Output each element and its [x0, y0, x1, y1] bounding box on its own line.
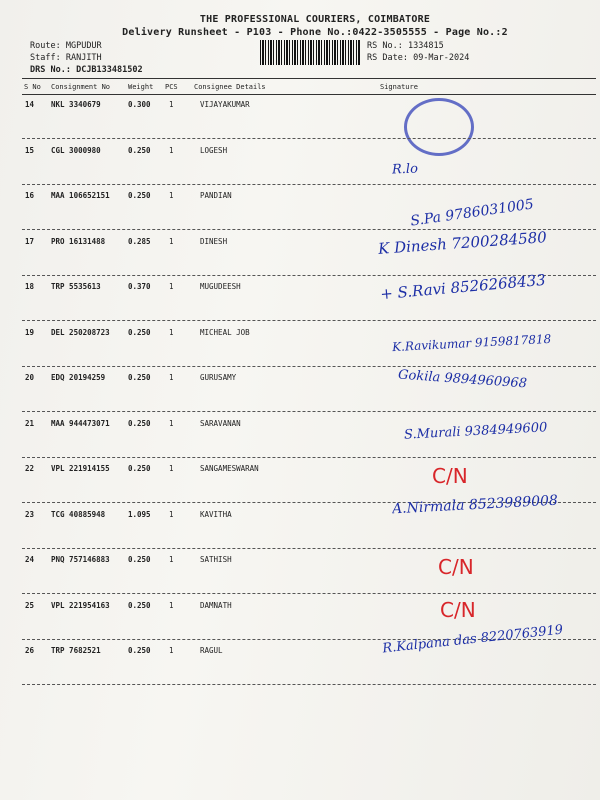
row-21-consignee: SARAVANAN [200, 418, 241, 428]
staff-value: RANJITH [65, 53, 102, 63]
row-18-consignee: MUGUDEESH [200, 282, 241, 291]
row-23-pcs: 1 [169, 509, 174, 519]
row-24-sno: 24 [25, 555, 35, 564]
row-22-pcs: 1 [169, 464, 174, 473]
row-20-sno: 20 [25, 373, 35, 382]
row-23-sno: 23 [25, 509, 35, 519]
row-17-sno: 17 [25, 236, 35, 246]
row-16-pcs: 1 [169, 191, 174, 200]
table-top-rule [22, 78, 596, 79]
row-separator [22, 320, 596, 321]
row-separator [22, 366, 596, 367]
row-14-pcs: 1 [169, 100, 174, 109]
row-25-consignment: VPL 221954163 [51, 600, 110, 610]
row-18-pcs: 1 [169, 282, 174, 291]
row-19-signature: K.Ravikumar 9159817818 [391, 331, 552, 355]
delivery-stamp-icon [404, 98, 474, 156]
drs-line [30, 65, 143, 75]
row-separator [22, 138, 596, 139]
row-20-consignee: GURUSAMY [200, 373, 237, 382]
row-17-consignment: PRO 16131488 [51, 236, 106, 246]
row-15-consignment: CGL 3000980 [51, 145, 101, 155]
col-pcs: PCS [165, 83, 178, 91]
col-consignee: Consignee Details [194, 83, 266, 91]
staff-label: Staff: [30, 53, 61, 63]
drs-value: DCJB133481502 [76, 65, 143, 75]
rs-no-label: RS No.: [367, 41, 403, 51]
row-17-signature: K Dinesh 7200284580 [377, 228, 548, 258]
rs-no-value: 1334815 [407, 41, 444, 51]
row-15-signature: R.lo [391, 161, 419, 178]
row-14-consignee: VIJAYAKUMAR [200, 100, 250, 109]
route-value: MGPUDUR [65, 41, 102, 51]
row-18-weight: 0.370 [128, 282, 151, 291]
row-22-weight: 0.250 [128, 464, 151, 473]
row-20-consignment: EDQ 20194259 [51, 373, 106, 382]
row-16-sno: 16 [25, 191, 35, 200]
row-16-signature: S.Pa 9786031005 [409, 196, 535, 230]
row-25-weight: 0.250 [128, 600, 151, 610]
row-20-pcs: 1 [169, 373, 174, 382]
row-19-pcs: 1 [169, 327, 174, 337]
row-25-consignee: DAMNATH [200, 600, 232, 610]
row-18-signature: + S.Ravi 8526268433 [379, 270, 547, 304]
row-18-consignment: TRP 5535613 [51, 282, 101, 291]
row-22-sno: 22 [25, 464, 35, 473]
row-26-weight: 0.250 [128, 646, 151, 655]
row-14-consignment: NKL 3340679 [51, 100, 101, 109]
row-17-weight: 0.285 [128, 236, 151, 246]
row-19-consignee: MICHEAL JOB [200, 327, 250, 337]
row-26-consignee: RAGUL [200, 646, 223, 655]
runsheet-subtitle: Delivery Runsheet - P103 - Phone No.:0422-3505555 - Page No.:2 [122, 27, 508, 38]
row-26-sno: 26 [25, 646, 35, 655]
row-14-weight: 0.300 [128, 100, 151, 109]
row-26-pcs: 1 [169, 646, 174, 655]
row-separator [22, 684, 596, 685]
row-22-consignment: VPL 221914155 [51, 464, 110, 473]
row-21-consignment: MAA 944473071 [51, 418, 110, 428]
drs-label: DRS No.: [30, 65, 71, 75]
row-16-consignee: PANDIAN [200, 191, 232, 200]
row-23-consignee: KAVITHA [200, 509, 232, 519]
rs-date-value: 09-Mar-2024 [413, 53, 470, 63]
row-separator [22, 457, 596, 458]
row-19-weight: 0.250 [128, 327, 151, 337]
row-15-weight: 0.250 [128, 145, 151, 155]
col-weight: Weight [128, 83, 154, 91]
row-22-consignee: SANGAMESWARAN [200, 464, 259, 473]
route-label: Route: [30, 41, 61, 51]
row-24-consignment: PNQ 757146883 [51, 555, 110, 564]
row-24-pcs: 1 [169, 555, 174, 564]
row-17-consignee: DINESH [200, 236, 228, 246]
row-18-sno: 18 [25, 282, 35, 291]
row-20-signature: Gokila 9894960968 [397, 367, 528, 392]
row-24-consignee: SATHISH [200, 555, 232, 564]
rs-no-line [367, 41, 444, 51]
row-23-signature: A.Nirmala 8523989008 [391, 492, 559, 518]
col-signature: Signature [380, 83, 418, 91]
row-21-weight: 0.250 [128, 418, 151, 428]
row-23-consignment: TCG 40885948 [51, 509, 106, 519]
col-sno: S No [24, 83, 41, 91]
row-separator [22, 593, 596, 594]
col-consignment: Consignment No [51, 83, 111, 91]
row-24-signature: C/N [438, 555, 474, 579]
row-15-pcs: 1 [169, 145, 174, 155]
rs-date-label: RS Date: [367, 53, 408, 63]
row-22-signature: C/N [432, 464, 468, 488]
row-21-sno: 21 [25, 418, 35, 428]
table-header-rule [22, 94, 596, 95]
row-26-consignment: TRP 7682521 [51, 646, 101, 655]
route-line [30, 41, 102, 51]
row-20-weight: 0.250 [128, 373, 151, 382]
row-15-sno: 15 [25, 145, 35, 155]
barcode-icon [260, 40, 360, 65]
row-16-weight: 0.250 [128, 191, 151, 200]
rs-date-line [367, 53, 469, 63]
row-19-sno: 19 [25, 327, 35, 337]
row-separator [22, 548, 596, 549]
row-19-consignment: DEL 250208723 [51, 327, 110, 337]
row-24-weight: 0.250 [128, 555, 151, 564]
row-15-consignee: LOGESH [200, 145, 228, 155]
row-26-signature: R.Kalpana das 8220763919 [381, 622, 564, 657]
row-21-signature: S.Murali 9384949600 [403, 420, 548, 443]
row-25-signature: C/N [440, 598, 476, 622]
row-25-sno: 25 [25, 600, 35, 610]
row-separator [22, 411, 596, 412]
company-title: THE PROFESSIONAL COURIERS, COIMBATORE [199, 14, 431, 25]
row-16-consignment: MAA 106652151 [51, 191, 110, 200]
row-17-pcs: 1 [169, 236, 174, 246]
row-separator [22, 184, 596, 185]
row-21-pcs: 1 [169, 418, 174, 428]
row-25-pcs: 1 [169, 600, 174, 610]
row-23-weight: 1.095 [128, 509, 151, 519]
staff-line [30, 53, 102, 63]
row-14-sno: 14 [25, 100, 35, 109]
